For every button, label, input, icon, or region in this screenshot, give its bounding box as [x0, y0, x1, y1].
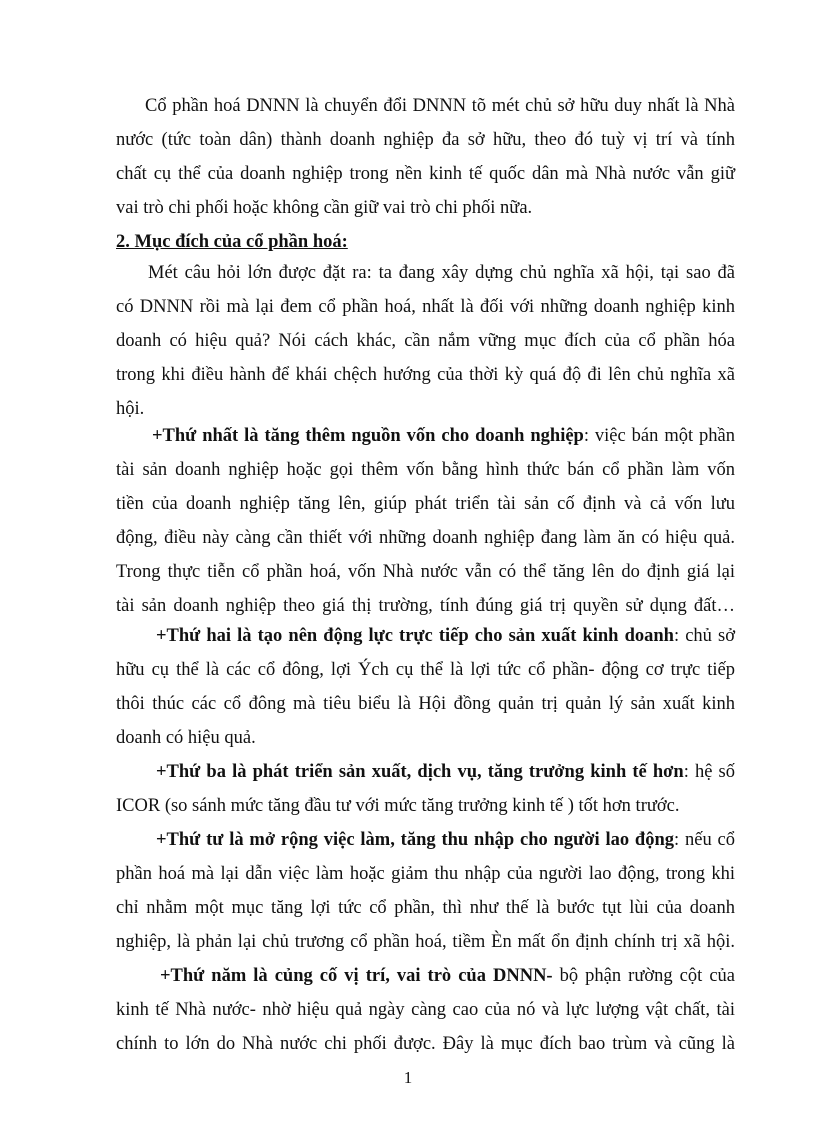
paragraph-line: chỉ nhằm một mục tăng lợi tức cổ phần, thì như thế là bước tụt lùi của doanh [116, 898, 735, 918]
paragraph-line: vai trò chi phối hoặc không cần giữ vai trò chi phối nữa. [116, 198, 533, 218]
point-1-rest: : việc bán một phần [583, 426, 735, 446]
paragraph-line: Cổ phần hoá DNNN là chuyển đổi DNNN tõ mét chủ sở hữu duy nhất là Nhà [145, 96, 735, 116]
section-heading: 2. Mục đích của cổ phần hoá: [116, 232, 348, 252]
point-4-rest: : nếu cổ [674, 830, 735, 850]
paragraph-line: thôi thúc các cổ đông mà tiêu biểu là Hội đồng quản trị quản lý sản xuất kinh [116, 694, 735, 714]
point-1-bold: +Thứ nhất là tăng thêm nguồn vốn cho doanh nghiệp [152, 426, 584, 446]
paragraph-line: tài sản doanh nghiệp theo giá thị trường, tính đúng giá trị quyền sử dụng đất… [116, 596, 735, 616]
paragraph-line: hữu cụ thể là các cổ đông, lợi Ých cụ thể là lợi tức cổ phần- động cơ trực tiếp [116, 660, 735, 680]
paragraph-line: nước (tức toàn dân) thành doanh nghiệp đa sở hữu, theo đó tuỳ vị trí và tính [116, 130, 735, 150]
paragraph-line: doanh có hiệu quả. [116, 728, 256, 748]
point-4-first-line [156, 828, 735, 852]
paragraph-line: chất cụ thể của doanh nghiệp trong nền kinh tế quốc dân mà Nhà nước vẫn giữ [116, 164, 735, 184]
paragraph-line: trong khi điều hành để khái chệch hướng của thời kỳ quá độ đi lên chủ nghĩa xã [116, 365, 735, 385]
paragraph-line: hội. [116, 399, 145, 419]
paragraph-line: kinh tế Nhà nước- nhờ hiệu quả ngày càng cao của nó và lực lượng vật chất, tài [116, 1000, 735, 1020]
point-2-bold: +Thứ hai là tạo nên động lực trực tiếp cho sản xuất kinh doanh [156, 626, 674, 646]
point-2-first-line [156, 624, 735, 648]
paragraph-line: ICOR (so sánh mức tăng đầu tư với mức tăng trưởng kinh tế ) tốt hơn trước. [116, 796, 680, 816]
paragraph-line: có DNNN rồi mà lại đem cổ phần hoá, nhất là đối với những doanh nghiệp kinh [116, 297, 735, 317]
paragraph-line: phần hoá mà lại dẫn việc làm hoặc giảm thu nhập của người lao động, trong khi [116, 864, 735, 884]
page-number: 1 [403, 1068, 413, 1087]
point-1-first-line [152, 424, 735, 448]
point-4-bold: +Thứ tư là mở rộng việc làm, tăng thu nhập cho người lao động [156, 830, 674, 850]
paragraph-line: động, điều này càng cần thiết với những doanh nghiệp đang làm ăn có hiệu quả. [116, 528, 735, 548]
point-3-bold: +Thứ ba là phát triển sản xuất, dịch vụ, tăng trưởng kinh tế hơn [156, 762, 684, 782]
point-5-rest: bộ phận rường cột của [552, 966, 735, 986]
point-5-bold: +Thứ năm là củng cố vị trí, vai trò của DNNN- [160, 966, 553, 986]
paragraph-line: tiền của doanh nghiệp tăng lên, giúp phát triển tài sản cố định và cả vốn lưu [116, 494, 735, 514]
paragraph-line: nghiệp, là phản lại chủ trương cổ phần hoá, tiềm Èn mất ổn định chính trị xã hội. [116, 932, 735, 952]
paragraph-line: tài sản doanh nghiệp hoặc gọi thêm vốn bằng hình thức bán cổ phần làm vốn [116, 460, 735, 480]
paragraph-line: chính to lớn do Nhà nước chi phối được. Đây là mục đích bao trùm và cũng là [116, 1034, 735, 1054]
paragraph-line: Trong thực tiễn cổ phần hoá, vốn Nhà nước vẫn có thể tăng lên do định giá lại [116, 562, 735, 582]
point-2-rest: : chủ sở [673, 626, 735, 646]
point-5-first-line [160, 964, 735, 988]
paragraph-line: doanh có hiệu quả? Nói cách khác, cần nắm vững mục đích của cổ phần hóa [116, 331, 735, 351]
paragraph-line: Mét câu hỏi lớn được đặt ra: ta đang xây dựng chủ nghĩa xã hội, tại sao đã [148, 263, 735, 283]
point-3-rest: : hệ số [683, 762, 735, 782]
point-3-first-line [156, 760, 735, 784]
